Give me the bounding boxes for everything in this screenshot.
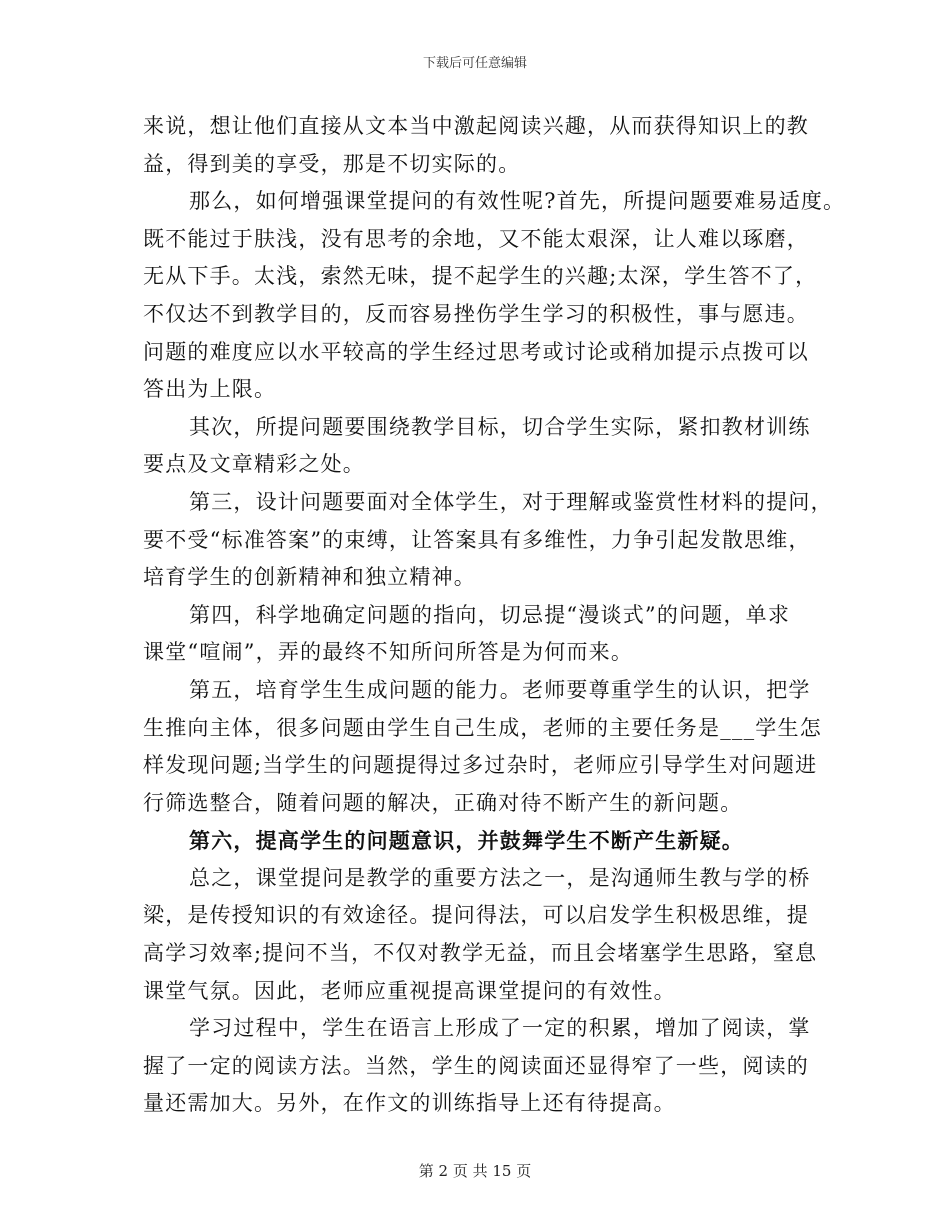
paragraph-6 bbox=[143, 672, 833, 822]
page-header: 下载后可任意编辑 bbox=[422, 56, 527, 71]
text-line: 学习过程中，学生在语言上形成了一定的积累，增加了阅读，掌 bbox=[189, 1016, 811, 1041]
text-line: 梁，是传授知识的有效途径。提问得法，可以启发学生积极思维，提 bbox=[143, 903, 809, 928]
bold-heading-line: 第六，提高学生的问题意识，并鼓舞学生不断产生新疑。 bbox=[189, 828, 744, 854]
text-line: 第四，科学地确定问题的指向，切忌提“漫谈式”的问题，单求 bbox=[189, 602, 791, 627]
text-line: 益，得到美的享受，那是不切实际的。 bbox=[143, 151, 521, 176]
text-line: 第三，设计问题要面对全体学生，对于理解或鉴赏性材料的提问， bbox=[189, 489, 833, 514]
text-line: 无从下手。太浅，索然无味，提不起学生的兴趣;太深，学生答不了， bbox=[143, 264, 818, 289]
paragraph-9 bbox=[143, 1010, 833, 1123]
text-line: 问题的难度应以水平较高的学生经过思考或讨论或稍加提示点拨可以 bbox=[143, 339, 809, 364]
text-line: 要不受“标准答案”的束缚，让答案具有多维性，力争引起发散思维， bbox=[143, 527, 811, 552]
text-line: 握了一定的阅读方法。当然，学生的阅读面还显得窄了一些，阅读的 bbox=[143, 1053, 809, 1078]
text-line: 第五，培育学生生成问题的能力。老师要尊重学生的认识，把学 bbox=[189, 677, 811, 702]
text-line: 培育学生的创新精神和独立精神。 bbox=[143, 565, 476, 590]
paragraph-4 bbox=[143, 484, 833, 597]
text-line: 来说，想让他们直接从文本当中激起阅读兴趣，从而获得知识上的教 bbox=[143, 114, 809, 138]
text-line: 高学习效率;提问不当，不仅对教学无益，而且会堵塞学生思路，窒息 bbox=[143, 941, 818, 966]
text-line: 生推向主体，很多问题由学生自己生成，老师的主要任务是___学生怎 bbox=[143, 715, 822, 740]
text-line: 课堂“喧闹”，弄的最终不知所问所答是为何而来。 bbox=[143, 640, 634, 665]
paragraph-5 bbox=[143, 597, 833, 672]
paragraph-2 bbox=[143, 183, 846, 409]
text-line: 课堂气氛。因此，老师应重视提高课堂提问的有效性。 bbox=[143, 978, 676, 1003]
text-line: 不仅达不到教学目的，反而容易挫伤学生学习的积极性，事与愿违。 bbox=[143, 301, 809, 326]
paragraph-3 bbox=[143, 409, 833, 484]
paragraph-8 bbox=[143, 860, 833, 1010]
text-line: 要点及文章精彩之处。 bbox=[143, 452, 365, 477]
document-body bbox=[143, 108, 846, 1123]
paragraph-7 bbox=[143, 822, 833, 860]
text-line: 行筛选整合，随着问题的解决，正确对待不断产生的新问题。 bbox=[143, 790, 743, 815]
paragraph-1 bbox=[143, 108, 833, 183]
text-line: 那么，如何增强课堂提问的有效性呢?首先，所提问题要难易适度。 bbox=[189, 189, 846, 214]
text-line: 其次，所提问题要围绕教学目标，切合学生实际，紧扣教材训练 bbox=[189, 414, 811, 439]
page-number: 第 2 页 共 15 页 bbox=[418, 1162, 532, 1180]
text-line: 答出为上限。 bbox=[143, 377, 277, 402]
text-line: 量还需加大。另外，在作文的训练指导上还有待提高。 bbox=[143, 1091, 676, 1116]
text-line: 既不能过于肤浅，没有思考的余地，又不能太艰深，让人难以琢磨， bbox=[143, 226, 809, 251]
text-line: 总之，课堂提问是教学的重要方法之一，是沟通师生教与学的桥 bbox=[189, 865, 811, 890]
text-line: 样发现问题;当学生的问题提得过多过杂时，老师应引导学生对问题进 bbox=[143, 753, 818, 778]
